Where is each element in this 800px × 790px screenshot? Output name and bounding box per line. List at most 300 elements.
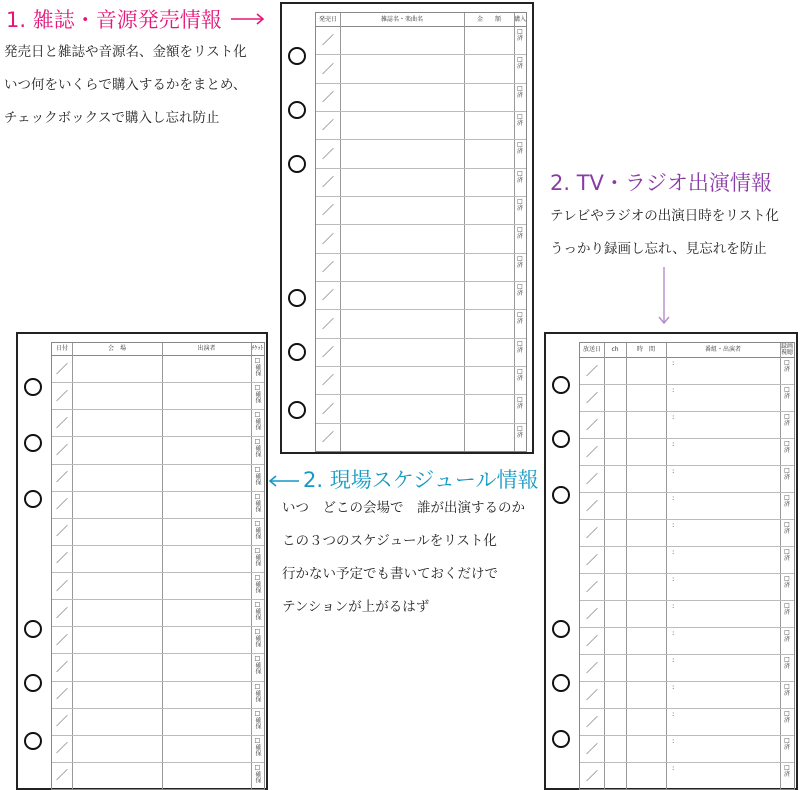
- time-colon: :: [672, 413, 675, 421]
- date-slash: ／: [56, 524, 69, 539]
- section2-title: 2. 現場スケジュール情報: [303, 468, 539, 492]
- time-colon: :: [672, 737, 675, 745]
- date-slash: ／: [322, 89, 335, 104]
- checkbox-box[interactable]: □: [254, 601, 261, 609]
- checkbox-box[interactable]: □: [517, 56, 523, 64]
- checkbox[interactable]: [514, 226, 526, 240]
- checkbox[interactable]: [514, 141, 526, 155]
- checkbox[interactable]: [514, 283, 526, 297]
- date-slash: ／: [322, 231, 335, 246]
- checkbox-label: 確保: [254, 472, 261, 485]
- column-header: 購入: [514, 16, 527, 23]
- checkbox-label: 済: [783, 636, 790, 643]
- checkbox-label: 済: [516, 63, 523, 71]
- checkbox-label: 済: [783, 474, 790, 481]
- binder-hole: [288, 289, 306, 307]
- checkbox-box[interactable]: □: [784, 764, 790, 771]
- time-colon: :: [672, 521, 675, 529]
- checkbox-label: 確保: [254, 418, 261, 431]
- row-divider: [316, 196, 526, 197]
- checkbox-box[interactable]: □: [784, 521, 790, 528]
- row-divider: [316, 139, 526, 140]
- checkbox-box[interactable]: □: [784, 467, 790, 474]
- date-slash: ／: [56, 605, 69, 620]
- date-slash: ／: [586, 444, 599, 459]
- date-slash: ／: [322, 316, 335, 331]
- date-slash: ／: [56, 578, 69, 593]
- checkbox-label: 確保: [254, 364, 261, 376]
- checkbox[interactable]: [514, 311, 526, 325]
- binder-hole: [24, 378, 42, 396]
- checkbox-box[interactable]: □: [254, 655, 261, 663]
- time-colon: :: [672, 710, 675, 718]
- section2-line: いつ どこの会場で 誰が出演するのか: [282, 500, 525, 516]
- binder-hole: [24, 434, 42, 452]
- arrow-left-icon: [268, 474, 300, 488]
- date-slash: ／: [56, 442, 69, 457]
- release-table: [315, 12, 527, 452]
- checkbox[interactable]: [780, 359, 794, 373]
- binder-hole: [288, 155, 306, 173]
- column-divider: [464, 13, 465, 451]
- checkbox-box[interactable]: □: [517, 311, 523, 319]
- checkbox[interactable]: [251, 438, 264, 457]
- checkbox[interactable]: [780, 656, 794, 670]
- checkbox-label: 済: [783, 663, 790, 670]
- section1-description: [4, 36, 247, 135]
- row-divider: [580, 573, 794, 574]
- binder-hole: [24, 674, 42, 692]
- time-colon: :: [672, 575, 675, 583]
- checkbox-box[interactable]: □: [784, 386, 790, 393]
- binder-hole: [552, 674, 570, 692]
- checkbox[interactable]: [251, 737, 264, 756]
- checkbox[interactable]: [514, 368, 526, 382]
- checkbox-box[interactable]: □: [784, 413, 790, 420]
- date-slash: ／: [586, 687, 599, 702]
- checkbox-label: 済: [516, 233, 523, 241]
- binder-hole: [552, 376, 570, 394]
- date-slash: ／: [56, 551, 69, 566]
- checkbox-label: 確保: [254, 743, 261, 756]
- date-slash: ／: [322, 288, 335, 303]
- checkbox-label: 済: [516, 205, 523, 212]
- checkbox[interactable]: [251, 601, 264, 620]
- date-slash: ／: [56, 388, 69, 403]
- row-divider: [52, 762, 264, 763]
- checkbox-box[interactable]: □: [517, 424, 523, 432]
- column-header: ch: [611, 346, 619, 353]
- checkbox[interactable]: [251, 574, 264, 593]
- checkbox-box[interactable]: □: [517, 28, 523, 35]
- checkbox-box[interactable]: □: [517, 169, 523, 177]
- checkbox-box[interactable]: □: [517, 339, 523, 347]
- row-divider: [52, 653, 264, 654]
- tv-radio-table: [579, 342, 795, 790]
- checkbox-box[interactable]: □: [784, 683, 790, 690]
- row-divider: [52, 708, 264, 709]
- binder-hole: [552, 430, 570, 448]
- table-header: [316, 13, 526, 27]
- checkbox[interactable]: [514, 425, 526, 439]
- checkbox-box[interactable]: □: [254, 384, 261, 392]
- checkbox[interactable]: [780, 602, 794, 616]
- date-slash: ／: [322, 401, 335, 416]
- checkbox-label: 済: [783, 555, 790, 562]
- checkbox[interactable]: [780, 440, 794, 454]
- row-divider: [52, 681, 264, 682]
- checkbox[interactable]: [780, 494, 794, 508]
- checkbox[interactable]: [780, 710, 794, 724]
- time-colon: :: [672, 548, 675, 556]
- checkbox[interactable]: [780, 386, 794, 400]
- checkbox[interactable]: [251, 493, 264, 512]
- checkbox-label: 確保: [254, 608, 261, 621]
- date-slash: ／: [56, 415, 69, 430]
- row-divider: [316, 423, 526, 424]
- checkbox[interactable]: [514, 113, 526, 127]
- date-slash: ／: [586, 660, 599, 675]
- row-divider: [316, 83, 526, 84]
- row-divider: [580, 492, 794, 493]
- checkbox-label: 済: [783, 393, 790, 400]
- binder-hole: [552, 620, 570, 638]
- row-divider: [580, 465, 794, 466]
- row-divider: [580, 546, 794, 547]
- checkbox-label: 済: [783, 420, 790, 427]
- checkbox-label: 済: [516, 35, 523, 42]
- section1-line: 発売日と雑誌や音源名、金額をリスト化: [4, 44, 247, 60]
- checkbox-box[interactable]: □: [254, 736, 261, 744]
- checkbox-box[interactable]: □: [784, 656, 790, 663]
- section3-line: うっかり録画し忘れ、見忘れを防止: [550, 241, 767, 257]
- checkbox-box[interactable]: □: [254, 546, 261, 554]
- checkbox-box[interactable]: □: [517, 198, 523, 205]
- checkbox-label: 済: [516, 91, 523, 99]
- row-divider: [52, 464, 264, 465]
- checkbox-box[interactable]: □: [784, 359, 790, 366]
- row-divider: [580, 384, 794, 385]
- row-divider: [52, 382, 264, 383]
- checkbox[interactable]: [251, 547, 264, 566]
- date-slash: ／: [322, 118, 335, 133]
- binder-hole: [288, 343, 306, 361]
- date-slash: ／: [322, 203, 335, 218]
- checkbox[interactable]: [251, 357, 264, 376]
- checkbox-label: 確保: [254, 662, 261, 675]
- checkbox[interactable]: [514, 28, 526, 42]
- time-colon: :: [672, 494, 675, 502]
- checkbox-box[interactable]: □: [254, 357, 261, 364]
- checkbox-box[interactable]: □: [784, 629, 790, 636]
- checkbox-box[interactable]: □: [517, 254, 523, 262]
- row-divider: [580, 681, 794, 682]
- checkbox[interactable]: [514, 85, 526, 99]
- time-colon: :: [672, 602, 675, 610]
- date-slash: ／: [322, 259, 335, 274]
- checkbox-box[interactable]: □: [784, 494, 790, 501]
- section2-description: [282, 492, 525, 624]
- binder-hole: [288, 101, 306, 119]
- date-slash: ／: [56, 361, 69, 376]
- date-slash: ／: [586, 525, 599, 540]
- checkbox-box[interactable]: □: [784, 602, 790, 609]
- column-header: 録画 視聴: [780, 343, 793, 356]
- date-slash: ／: [56, 768, 69, 783]
- section1-line: チェックボックスで購入し忘れ防止: [4, 110, 220, 126]
- column-header: 出演者: [197, 345, 216, 352]
- checkbox-box[interactable]: □: [254, 519, 261, 527]
- time-colon: :: [672, 629, 675, 637]
- checkbox[interactable]: [251, 411, 264, 430]
- checkbox-box[interactable]: □: [254, 628, 261, 636]
- checkbox-box[interactable]: □: [784, 548, 790, 555]
- column-divider: [340, 13, 341, 451]
- section1-title: 1. 雑誌・音源発売情報: [6, 8, 222, 32]
- section2-line: この３つのスケジュールをリスト化: [282, 533, 497, 549]
- checkbox-label: 確保: [254, 445, 261, 458]
- row-divider: [316, 253, 526, 254]
- row-divider: [316, 338, 526, 339]
- time-colon: :: [672, 764, 675, 772]
- table-header: [580, 343, 794, 358]
- checkbox[interactable]: [251, 466, 264, 485]
- row-divider: [580, 438, 794, 439]
- checkbox-box[interactable]: □: [517, 396, 523, 404]
- section3-title: 2. TV・ラジオ出演情報: [550, 171, 772, 195]
- row-divider: [316, 281, 526, 282]
- checkbox-box[interactable]: □: [784, 440, 790, 447]
- row-divider: [316, 168, 526, 169]
- checkbox[interactable]: [780, 413, 794, 427]
- row-divider: [52, 436, 264, 437]
- row-divider: [52, 735, 264, 736]
- date-slash: ／: [56, 470, 69, 485]
- time-colon: :: [672, 386, 675, 394]
- time-colon: :: [672, 656, 675, 664]
- checkbox-label: 確保: [254, 553, 261, 566]
- release-list-sheet: [280, 2, 534, 454]
- checkbox-box[interactable]: □: [254, 763, 261, 771]
- checkbox[interactable]: [780, 629, 794, 643]
- time-colon: :: [672, 359, 675, 367]
- date-slash: ／: [56, 714, 69, 729]
- checkbox-label: 確保: [254, 391, 261, 404]
- checkbox-box[interactable]: □: [784, 737, 790, 744]
- column-header: 雑誌名・楽曲名: [380, 16, 423, 23]
- column-divider: [604, 343, 605, 789]
- checkbox-box[interactable]: □: [517, 226, 523, 234]
- checkbox-label: 確保: [254, 770, 261, 783]
- checkbox-label: 済: [783, 771, 790, 778]
- date-slash: ／: [586, 363, 599, 378]
- date-slash: ／: [586, 579, 599, 594]
- checkbox[interactable]: [514, 396, 526, 410]
- checkbox[interactable]: [251, 655, 264, 674]
- row-divider: [580, 708, 794, 709]
- time-colon: :: [672, 683, 675, 691]
- checkbox-box[interactable]: □: [517, 368, 523, 375]
- date-slash: ／: [322, 146, 335, 161]
- column-divider: [626, 343, 627, 789]
- checkbox[interactable]: [780, 467, 794, 481]
- checkbox-label: 済: [783, 609, 790, 616]
- date-slash: ／: [322, 429, 335, 444]
- date-slash: ／: [322, 373, 335, 388]
- checkbox-label: 確保: [254, 689, 261, 702]
- date-slash: ／: [56, 632, 69, 647]
- binder-hole: [552, 730, 570, 748]
- row-divider: [580, 411, 794, 412]
- column-divider: [666, 343, 667, 789]
- date-slash: ／: [586, 498, 599, 513]
- checkbox[interactable]: [780, 683, 794, 697]
- date-slash: ／: [586, 741, 599, 756]
- checkbox-label: 済: [516, 290, 523, 297]
- checkbox-label: 済: [516, 318, 523, 326]
- checkbox[interactable]: [514, 255, 526, 269]
- checkbox[interactable]: [780, 521, 794, 535]
- row-divider: [52, 626, 264, 627]
- checkbox[interactable]: [514, 56, 526, 70]
- row-divider: [316, 224, 526, 225]
- row-divider: [580, 627, 794, 628]
- checkbox-label: 済: [516, 148, 523, 156]
- binder-hole: [24, 490, 42, 508]
- checkbox[interactable]: [514, 340, 526, 354]
- row-divider: [316, 394, 526, 395]
- column-header: 日付: [55, 345, 68, 352]
- checkbox[interactable]: [780, 548, 794, 562]
- checkbox[interactable]: [251, 384, 264, 403]
- row-divider: [52, 491, 264, 492]
- date-slash: ／: [56, 741, 69, 756]
- checkbox-label: 済: [516, 120, 523, 127]
- section2-line: テンションが上がるはず: [282, 599, 430, 615]
- checkbox[interactable]: [251, 683, 264, 702]
- checkbox-label: 済: [783, 528, 790, 535]
- checkbox[interactable]: [780, 737, 794, 751]
- section1-line: いつ何をいくらで購入するかをまとめ、: [4, 77, 247, 93]
- date-slash: ／: [586, 552, 599, 567]
- checkbox[interactable]: [251, 764, 264, 783]
- date-slash: ／: [586, 471, 599, 486]
- column-header: 番組・出演者: [704, 346, 741, 353]
- checkbox-label: 済: [516, 431, 523, 439]
- checkbox-box[interactable]: □: [254, 574, 261, 581]
- date-slash: ／: [322, 33, 335, 48]
- time-colon: :: [672, 467, 675, 475]
- date-slash: ／: [586, 606, 599, 621]
- checkbox-box[interactable]: □: [254, 709, 261, 717]
- checkbox-box[interactable]: □: [784, 710, 790, 717]
- checkbox[interactable]: [780, 764, 794, 778]
- checkbox-label: 確保: [254, 635, 261, 648]
- binder-hole: [288, 401, 306, 419]
- checkbox[interactable]: [251, 710, 264, 729]
- checkbox-box[interactable]: □: [517, 283, 523, 290]
- checkbox-label: 済: [516, 261, 523, 269]
- row-divider: [316, 366, 526, 367]
- row-divider: [580, 762, 794, 763]
- column-header: 時 間: [636, 346, 655, 353]
- column-header: 放送日: [582, 346, 601, 353]
- checkbox-label: 済: [516, 375, 523, 382]
- checkbox[interactable]: [251, 628, 264, 647]
- binder-hole: [24, 732, 42, 750]
- checkbox-label: 確保: [254, 526, 261, 539]
- checkbox-label: 済: [783, 501, 790, 508]
- checkbox-box[interactable]: □: [254, 682, 261, 690]
- checkbox-label: 確保: [254, 716, 261, 729]
- column-header: ﾁｹｯﾄ: [251, 345, 264, 352]
- checkbox-box[interactable]: □: [517, 141, 523, 149]
- checkbox-box[interactable]: □: [517, 84, 523, 92]
- checkbox-box[interactable]: □: [517, 113, 523, 120]
- date-slash: ／: [586, 633, 599, 648]
- row-divider: [52, 409, 264, 410]
- section3-line: テレビやラジオの出演日時をリスト化: [550, 208, 779, 224]
- date-slash: ／: [586, 768, 599, 783]
- date-slash: ／: [322, 174, 335, 189]
- checkbox-label: 済: [783, 717, 790, 724]
- checkbox[interactable]: [514, 198, 526, 212]
- checkbox-label: 済: [783, 366, 790, 373]
- arrow-right-icon: [230, 12, 266, 26]
- checkbox[interactable]: [514, 170, 526, 184]
- binder-hole: [552, 486, 570, 504]
- checkbox-label: 済: [516, 403, 523, 411]
- date-slash: ／: [56, 687, 69, 702]
- checkbox-label: 済: [783, 744, 790, 751]
- row-divider: [580, 600, 794, 601]
- row-divider: [52, 545, 264, 546]
- checkbox-label: 確保: [254, 581, 261, 593]
- row-divider: [52, 599, 264, 600]
- live-schedule-sheet: [16, 332, 268, 790]
- table-header: [52, 343, 264, 356]
- checkbox-box[interactable]: □: [784, 575, 790, 582]
- time-colon: :: [672, 440, 675, 448]
- checkbox-box[interactable]: □: [254, 411, 261, 419]
- checkbox-box[interactable]: □: [254, 438, 261, 446]
- row-divider: [316, 54, 526, 55]
- checkbox-box[interactable]: □: [254, 465, 261, 473]
- checkbox[interactable]: [251, 520, 264, 539]
- row-divider: [52, 572, 264, 573]
- checkbox-label: 確保: [254, 499, 261, 512]
- row-divider: [580, 654, 794, 655]
- row-divider: [316, 309, 526, 310]
- row-divider: [52, 518, 264, 519]
- section3-description: [550, 200, 779, 266]
- date-slash: ／: [586, 390, 599, 405]
- date-slash: ／: [56, 497, 69, 512]
- date-slash: ／: [586, 417, 599, 432]
- section2-line: 行かない予定でも書いておくだけで: [282, 566, 498, 582]
- binder-hole: [24, 620, 42, 638]
- date-slash: ／: [322, 344, 335, 359]
- checkbox-label: 済: [783, 582, 790, 589]
- checkbox[interactable]: [780, 575, 794, 589]
- live-table: [51, 342, 265, 790]
- arrow-down-icon: [657, 266, 671, 326]
- row-divider: [580, 519, 794, 520]
- checkbox-label: 済: [516, 346, 523, 354]
- date-slash: ／: [322, 61, 335, 76]
- checkbox-label: 済: [783, 690, 790, 697]
- checkbox-box[interactable]: □: [254, 492, 261, 500]
